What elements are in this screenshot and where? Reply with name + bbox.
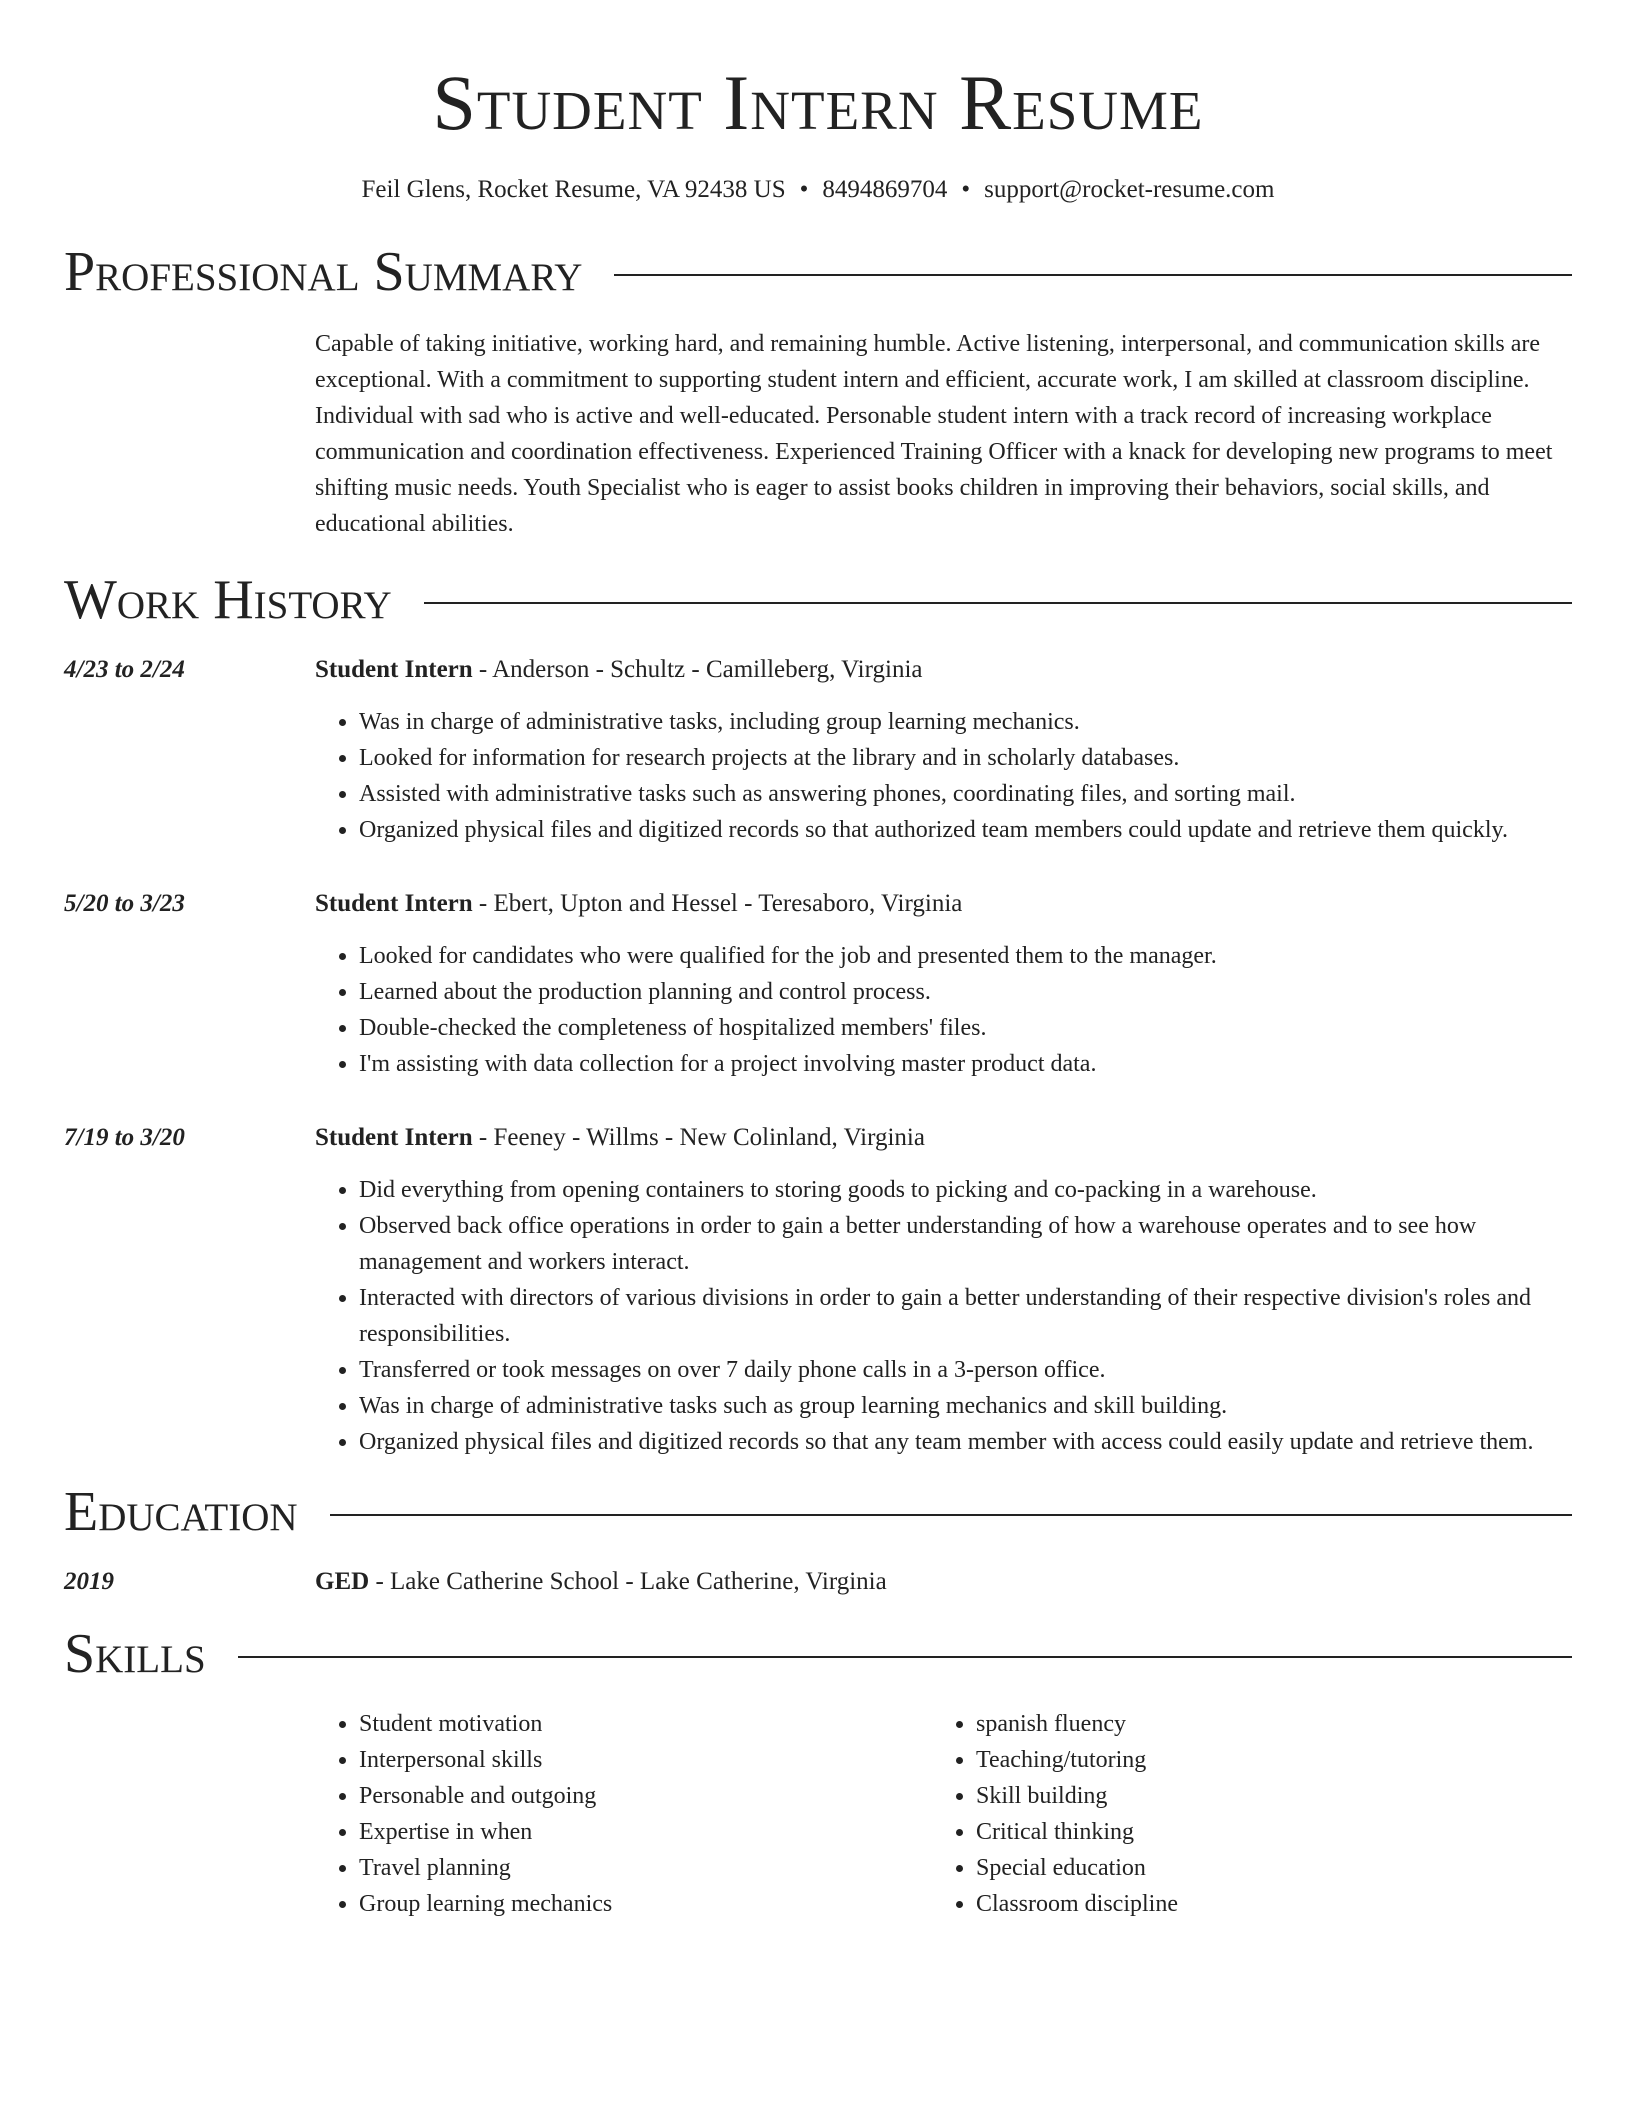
list-item: • Did everything from opening containers to storing goods to picking and co-packing in a warehouse. — [359, 1172, 1572, 1208]
education-degree: GED — [315, 1568, 370, 1595]
skills-section — [64, 1706, 1572, 1922]
section-divider — [614, 274, 1572, 276]
job-dates: 4/23 to 2/24 — [64, 656, 185, 683]
list-item: • Observed back office operations in order to gain a better understanding of how a warehouse operates and to see how management and workers interact. — [359, 1208, 1572, 1280]
job-details: - Ebert, Upton and Hessel - Teresaboro, Virginia — [472, 890, 963, 917]
contact-separator: • — [961, 176, 971, 203]
skills-section-header — [64, 1623, 1572, 1685]
job-title: Student Intern — [315, 890, 473, 917]
job-heading — [315, 1120, 1572, 1156]
job-dates: 7/19 to 3/20 — [64, 1124, 185, 1151]
skills-column-right — [932, 1706, 1549, 1922]
education-section-header — [64, 1481, 1572, 1543]
list-item: • Interacted with directors of various divisions in order to gain a better understanding of their respective division's roles and responsibilities. — [359, 1280, 1572, 1352]
list-item: • Looked for information for research projects at the library and in scholarly databases. — [359, 740, 1572, 776]
job-entry — [64, 886, 1572, 1082]
job-details: - Anderson - Schultz - Camilleberg, Virginia — [472, 656, 923, 683]
job-heading — [315, 652, 1572, 688]
job-bullets — [315, 704, 1572, 848]
job-bullets — [315, 1172, 1572, 1460]
section-divider — [238, 1656, 1572, 1658]
list-item: • Student motivation — [359, 1706, 932, 1742]
list-item: • Learned about the production planning and control process. — [359, 974, 1572, 1010]
list-item: • Assisted with administrative tasks such as answering phones, coordinating files, and sorting mail. — [359, 776, 1572, 812]
contact-separator: • — [799, 176, 809, 203]
skills-left-spacer — [64, 1706, 315, 1922]
contact-email: support@rocket-resume.com — [984, 176, 1275, 203]
section-divider — [330, 1514, 1572, 1516]
list-item: • Interpersonal skills — [359, 1742, 932, 1778]
contact-phone: 8494869704 — [822, 176, 948, 203]
summary-heading: Professional Summary — [64, 241, 583, 303]
job-bullets — [315, 938, 1572, 1082]
list-item: • Looked for candidates who were qualified for the job and presented them to the manager. — [359, 938, 1572, 974]
skills-grid — [315, 1706, 1572, 1922]
list-item: • Personable and outgoing — [359, 1778, 932, 1814]
list-item: • Double-checked the completeness of hospitalized members' files. — [359, 1010, 1572, 1046]
education-details: - Lake Catherine School - Lake Catherine, Virginia — [369, 1568, 887, 1595]
contact-address: Feil Glens, Rocket Resume, VA 92438 US — [361, 176, 786, 203]
list-item: • Expertise in when — [359, 1814, 932, 1850]
list-item: • Organized physical files and digitized records so that authorized team members could update and retrieve them quickly. — [359, 812, 1572, 848]
job-heading — [315, 886, 1572, 922]
education-year: 2019 — [64, 1568, 114, 1595]
list-item: • Organized physical files and digitized records so that any team member with access could easily update and retrieve them. — [359, 1424, 1572, 1460]
skills-column-left — [315, 1706, 932, 1922]
education-heading-line — [315, 1564, 1572, 1600]
job-dates: 5/20 to 3/23 — [64, 890, 185, 917]
skills-heading: Skills — [64, 1623, 206, 1685]
list-item: • Classroom discipline — [976, 1886, 1549, 1922]
list-item: • Was in charge of administrative tasks, including group learning mechanics. — [359, 704, 1572, 740]
list-item: • Travel planning — [359, 1850, 932, 1886]
list-item: • I'm assisting with data collection for a project involving master product data. — [359, 1046, 1572, 1082]
job-entry — [64, 1120, 1572, 1460]
list-item: • Transferred or took messages on over 7 daily phone calls in a 3-person office. — [359, 1352, 1572, 1388]
work-section-header — [64, 569, 1572, 631]
list-item: • Group learning mechanics — [359, 1886, 932, 1922]
list-item: • Special education — [976, 1850, 1549, 1886]
list-item: • Skill building — [976, 1778, 1549, 1814]
job-title: Student Intern — [315, 656, 473, 683]
section-divider — [424, 602, 1572, 604]
job-title: Student Intern — [315, 1124, 473, 1151]
list-item: • Critical thinking — [976, 1814, 1549, 1850]
summary-section-header — [64, 241, 1572, 303]
summary-text: Capable of taking initiative, working hard, and remaining humble. Active listening, interpersonal, and communication skills are exceptional. With a commitment to supporting student intern and efficient, accurate work, I am skilled at classroom discipline. Individual with sad who is active and well-educated. Personable student intern with a track record of increasing workplace communication and coordination effectiveness. Experienced Training Officer with a knack for developing new programs to meet shifting music needs. Youth Specialist who is eager to assist books children in improving their behaviors, social skills, and educational abilities. — [315, 331, 1553, 537]
work-heading: Work History — [64, 569, 392, 631]
summary-section — [64, 326, 1572, 542]
list-item: • spanish fluency — [976, 1706, 1549, 1742]
summary-left-spacer — [64, 326, 315, 542]
list-item: • Was in charge of administrative tasks such as group learning mechanics and skill building. — [359, 1388, 1572, 1424]
education-heading: Education — [64, 1481, 298, 1543]
education-entry — [64, 1564, 1572, 1600]
resume-title: Student Intern Resume — [432, 59, 1204, 146]
job-details: - Feeney - Willms - New Colinland, Virginia — [472, 1124, 925, 1151]
contact-line — [64, 176, 1572, 204]
list-item: • Teaching/tutoring — [976, 1742, 1549, 1778]
job-entry — [64, 652, 1572, 848]
